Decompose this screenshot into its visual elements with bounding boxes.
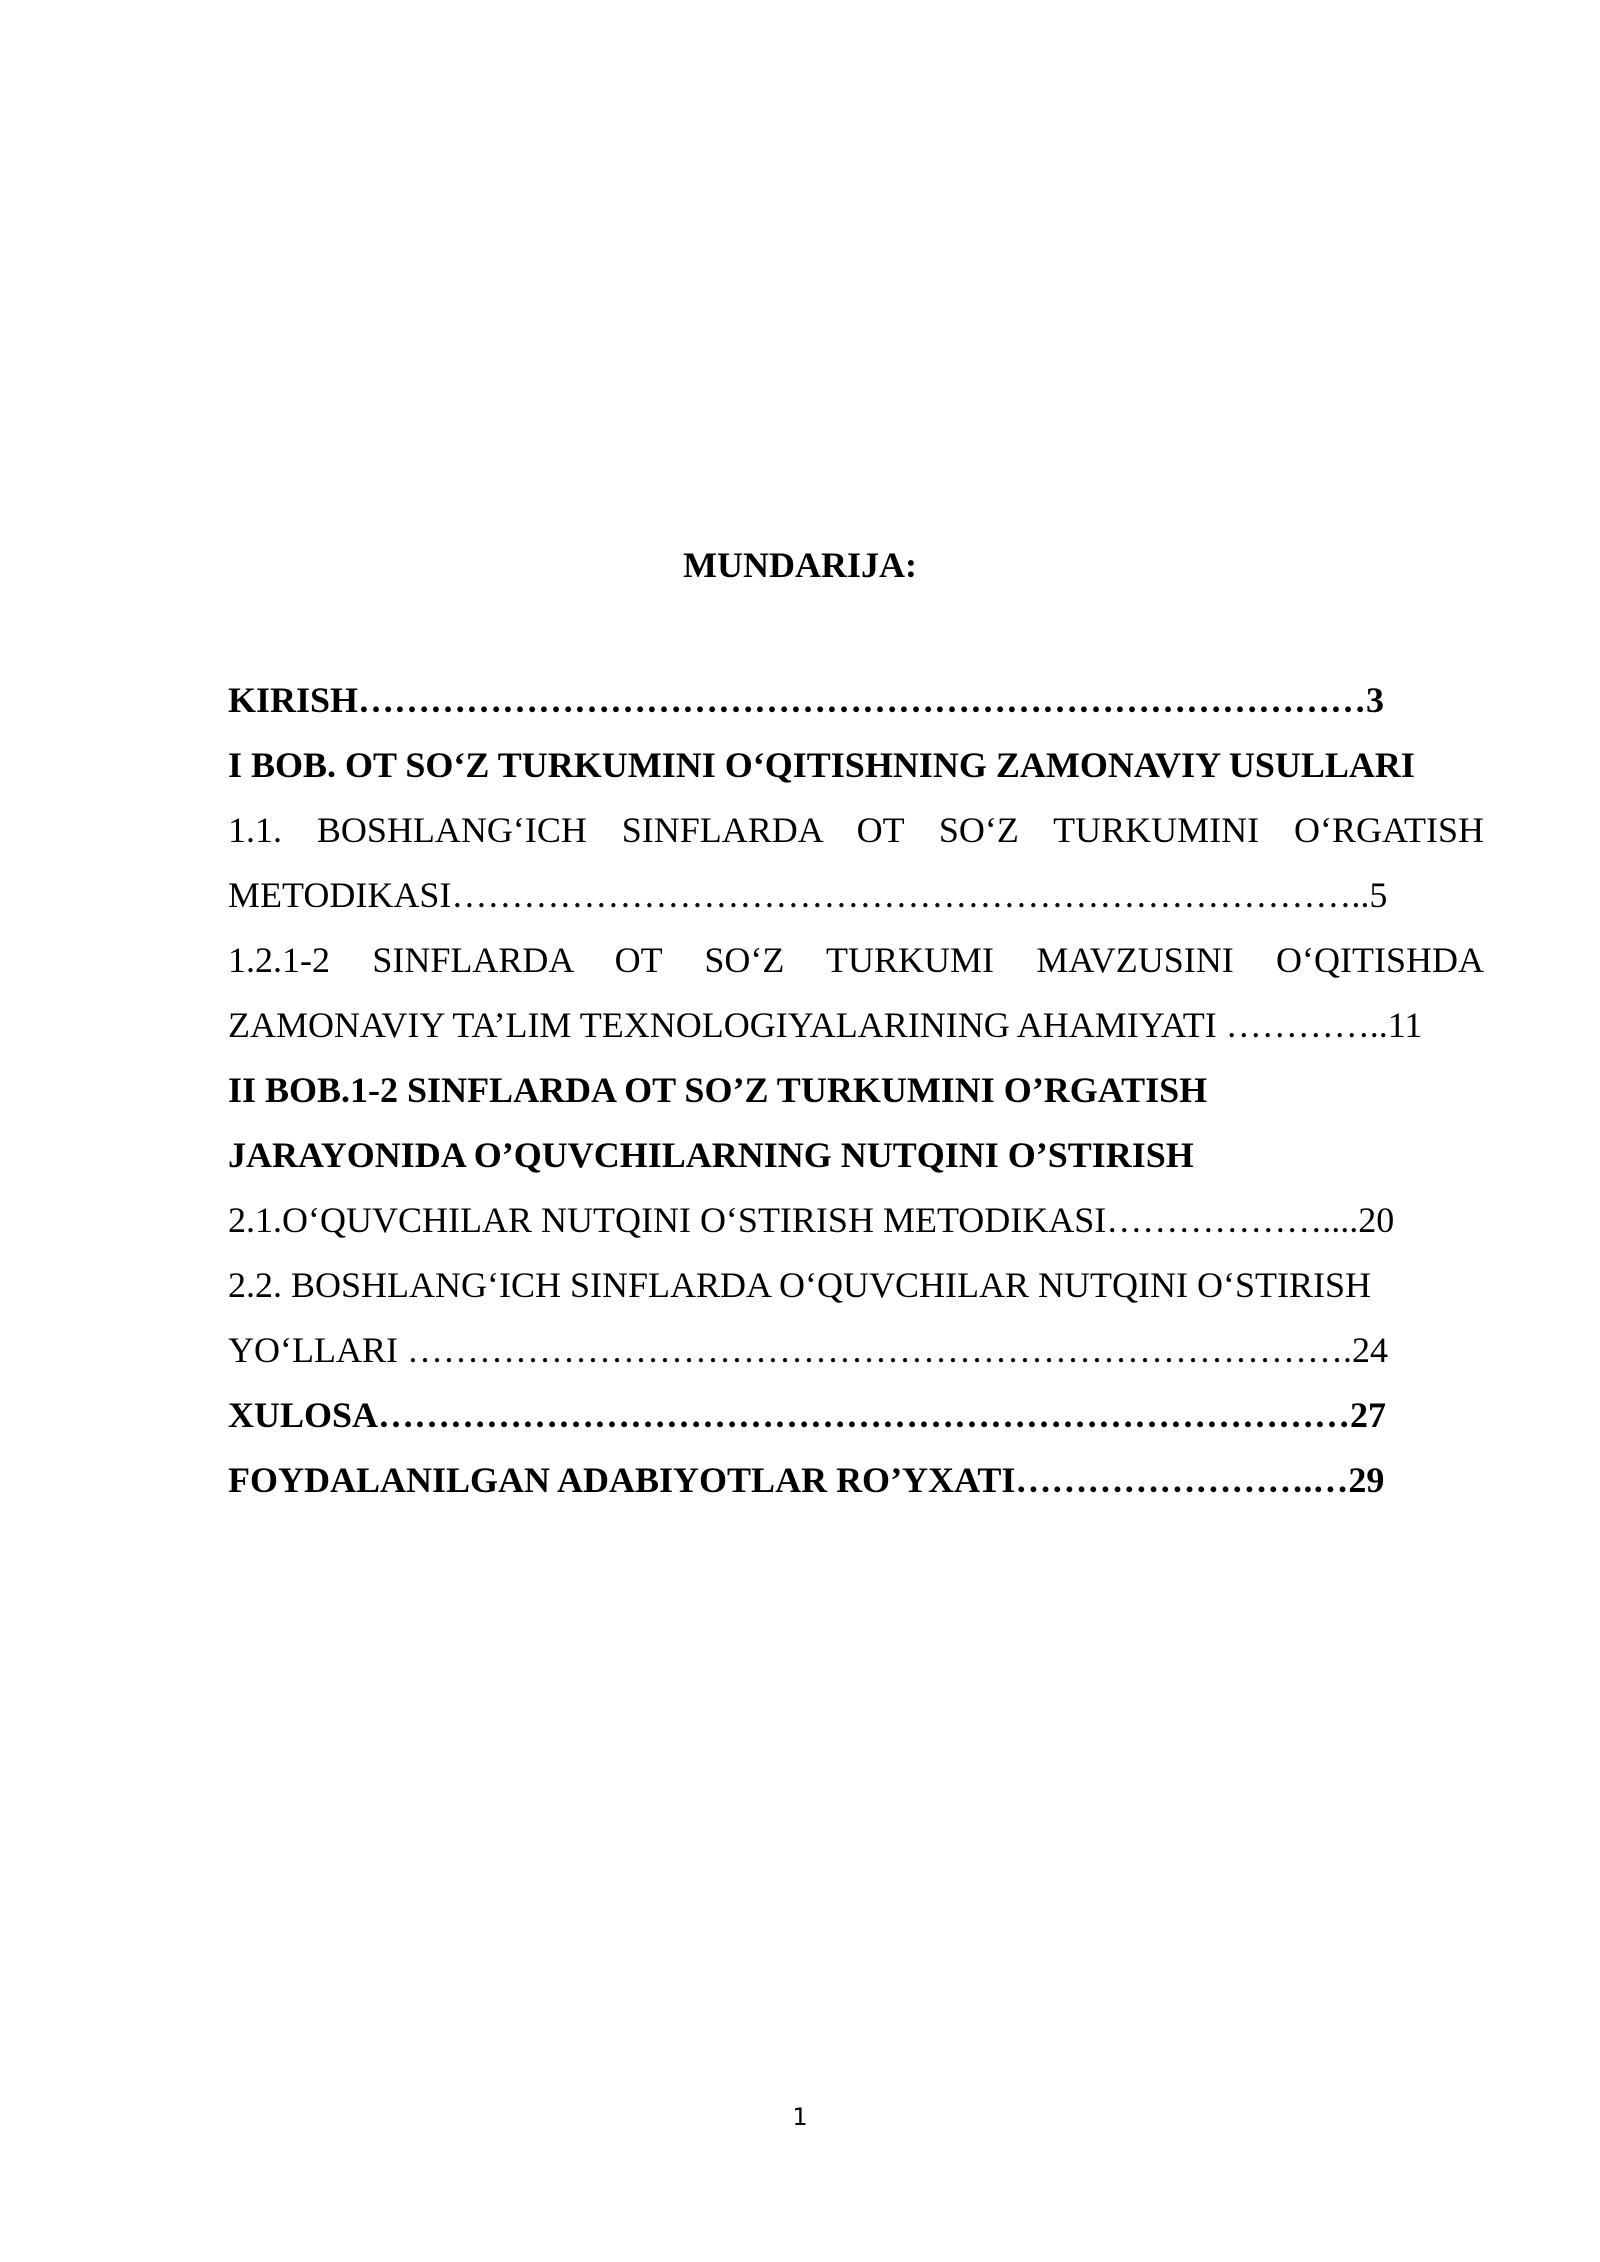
toc-entry-xulosa: XULOSA………………………………………………………………………27 bbox=[228, 1395, 1387, 1435]
toc-entry-chapter-1: I BOB. OT SO‘Z TURKUMINI O‘QITISHNING ZAMONAVIY USULLARI bbox=[228, 745, 1415, 785]
toc-entry-chapter-2-continued: JARAYONIDA O’QUVCHILARNING NUTQINI O’STIRISH bbox=[228, 1135, 1194, 1175]
toc-entry-section-2-2-continued: YO‘LLARI …………………………………………………………………….24 bbox=[228, 1330, 1388, 1370]
table-of-contents bbox=[228, 668, 1484, 1513]
page-number: 1 bbox=[792, 2103, 808, 2131]
toc-entry-section-1-1: 1.1. BOSHLANG‘ICH SINFLARDA OT SO‘Z TURKUMINI O‘RGATISH bbox=[228, 810, 1484, 850]
toc-entry-section-1-1-continued: METODIKASI…………………………………………………………………..5 bbox=[228, 875, 1388, 915]
toc-entry-section-1-2-continued: ZAMONAVIY TA’LIM TEXNOLOGIYALARINING AHAMIYATI …………..11 bbox=[228, 1005, 1423, 1045]
toc-entry-kirish: KIRISH…………………………………………………………………………3 bbox=[228, 680, 1385, 720]
toc-entry-references: FOYDALANILGAN ADABIYOTLAR RO’YXATI…………………….…29 bbox=[228, 1460, 1385, 1500]
toc-entry-section-1-2: 1.2.1-2 SINFLARDA OT SO‘Z TURKUMI MAVZUSINI O‘QITISHDA bbox=[228, 940, 1484, 980]
toc-entry-section-2-2: 2.2. BOSHLANG‘ICH SINFLARDA O‘QUVCHILAR NUTQINI O‘STIRISH bbox=[228, 1265, 1371, 1305]
toc-entry-section-2-1: 2.1.O‘QUVCHILAR NUTQINI O‘STIRISH METODIKASI………………....20 bbox=[228, 1200, 1395, 1240]
toc-entry-chapter-2: II BOB.1-2 SINFLARDA OT SO’Z TURKUMINI O’RGATISH bbox=[228, 1070, 1208, 1110]
page-title: MUNDARIJA: bbox=[683, 545, 917, 585]
